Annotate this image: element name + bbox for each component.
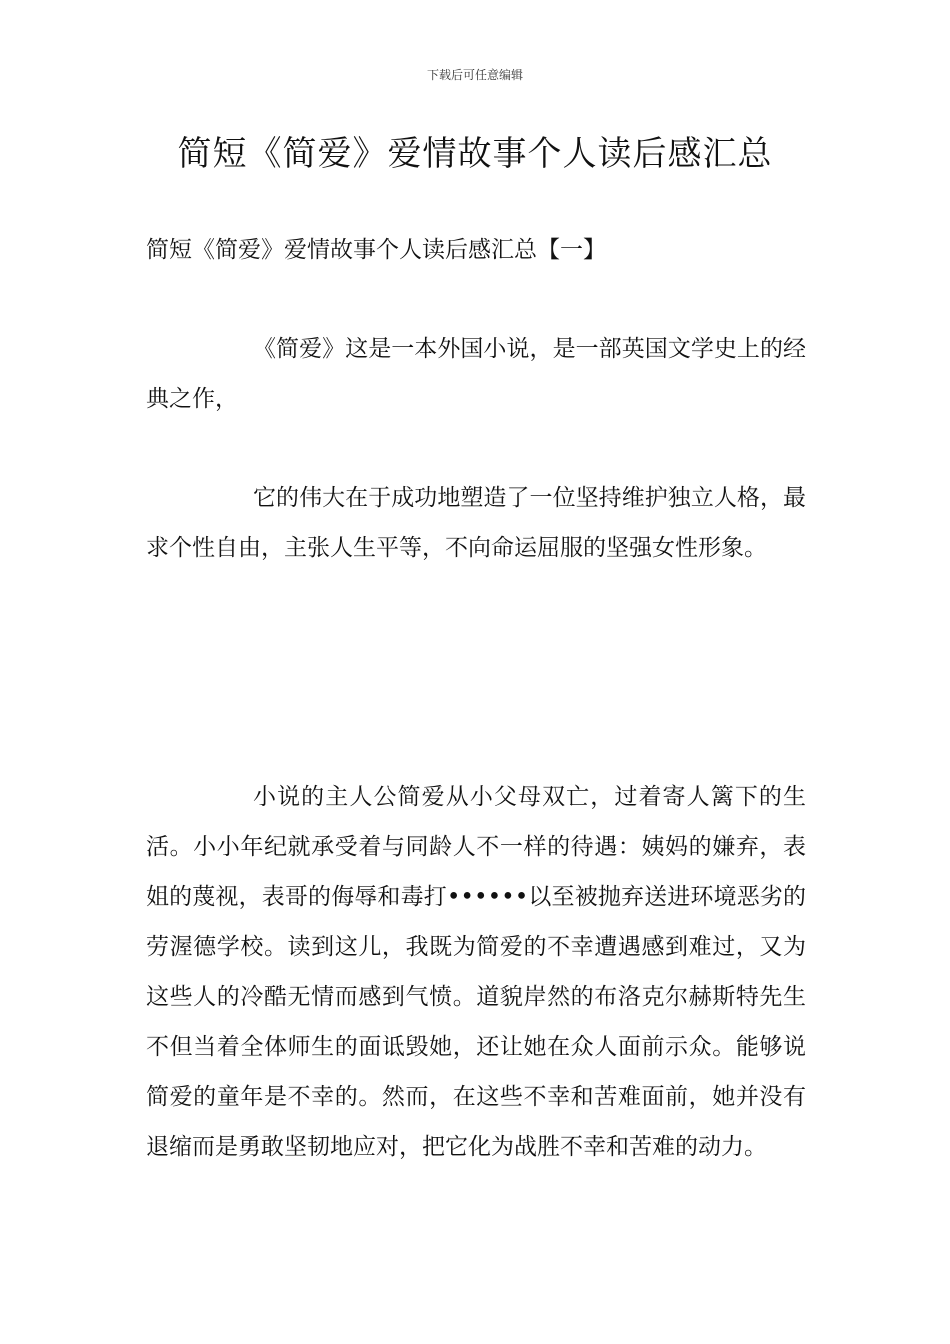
section-heading: 简短《简爱》爱情故事个人读后感汇总【一】 bbox=[146, 237, 606, 263]
header-note: 下载后可任意编辑 bbox=[426, 68, 523, 82]
document-title: 简短《简爱》爱情故事个人读后感汇总 bbox=[177, 134, 773, 174]
paragraph-greatness: 它的伟大在于成功地塑造了一位坚持维护独立人格，最求个性自由，主张人生平等，不向命运屈服的坚强女性形象。 bbox=[146, 485, 806, 561]
paragraph-intro: 《简爱》这是一本外国小说，是一部英国文学史上的经典之作， bbox=[146, 336, 806, 412]
paragraph-childhood: 小说的主人公简爱从小父母双亡，过着寄人篱下的生活。小小年纪就承受着与同龄人不一样的待遇：姨妈的嫌弃，表姐的蔑视，表哥的侮辱和毒打••••••以至被抛弃送进环境恶劣的劳渥德学校。读到这儿，我既为简爱的不幸遭遇感到难过，又为这些人的冷酷无情而感到气愤。道貌岸然的布洛克尔赫斯特先生不但当着全体师生的面诋毁她，还让她在众人面前示众。能够说简爱的童年是不幸的。然而，在这些不幸和苦难面前，她并没有退缩而是勇敢坚韧地应对，把它化为战胜不幸和苦难的动力。 bbox=[146, 784, 806, 1160]
